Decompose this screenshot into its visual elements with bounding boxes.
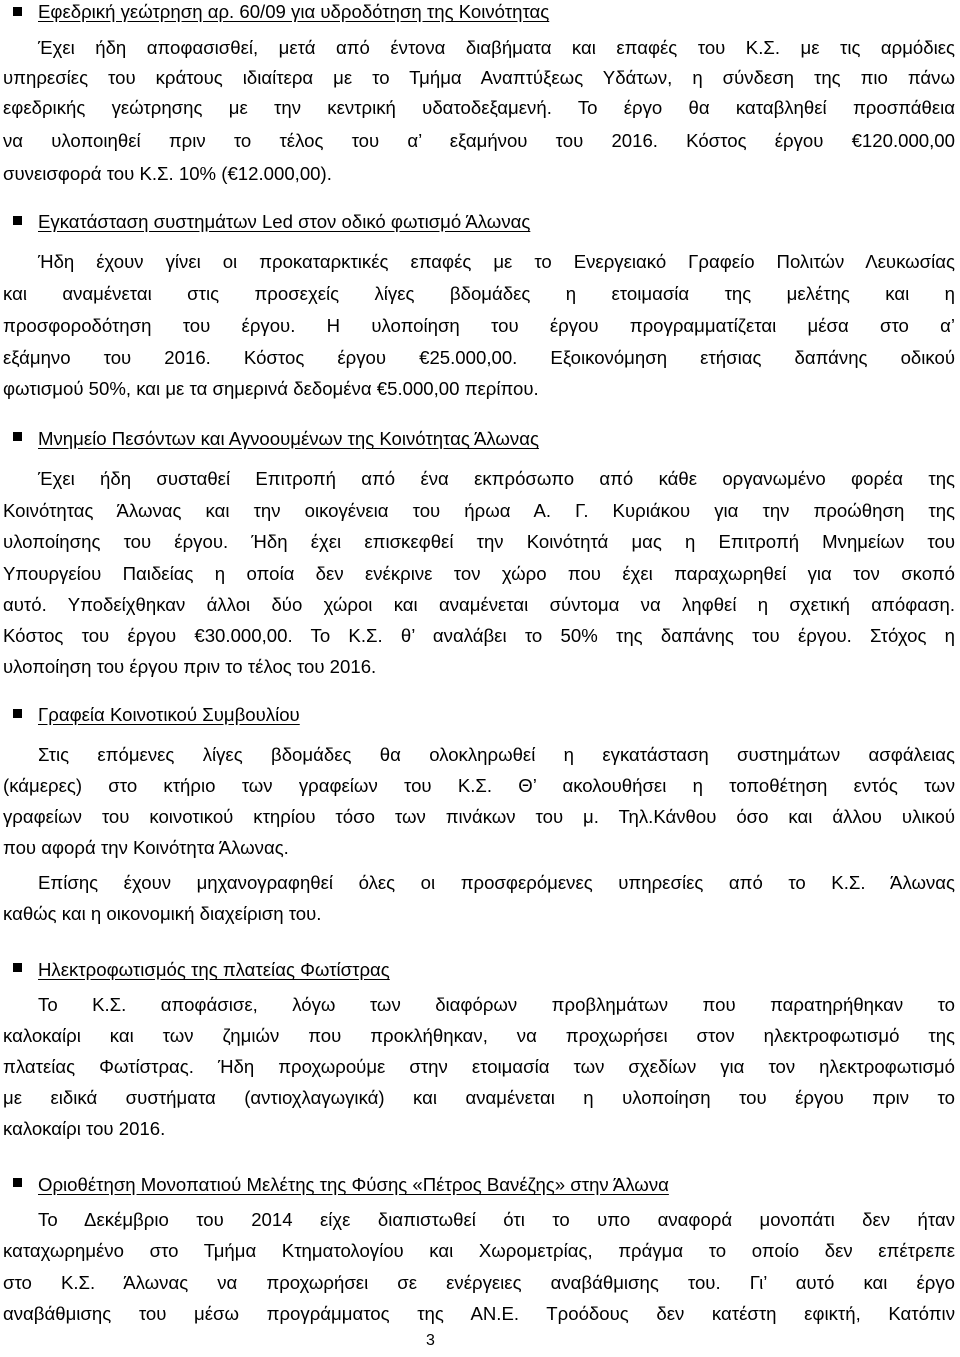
text-line: Υπουργείου Παιδείας η οποία δεν ενέκρινε τον χώρο που έχει παραχωρηθεί για τον σκοπό bbox=[3, 563, 955, 584]
text-line: εφεδρικής γεώτρησης με την κεντρική υδατοδεξαμενή. Το έργο θα καταβληθεί προσπάθεια bbox=[3, 97, 955, 118]
section-title: Εφεδρική γεώτρηση αρ. 60/09 για υδροδότηση της Κοινότητας bbox=[38, 1, 550, 22]
text-line: Έχει ήδη συσταθεί Επιτροπή από ένα εκπρόσωπο από κάθε οργανωμένο φορέα της bbox=[38, 468, 955, 489]
text-line: καλοκαίρι του 2016. bbox=[3, 1118, 166, 1139]
text-line: Στις επόμενες λίγες βδομάδες θα ολοκληρωθεί η εγκατάσταση συστημάτων ασφάλειας bbox=[38, 744, 955, 765]
text-line: που αφορά την Κοινότητα Άλωνας. bbox=[3, 837, 289, 858]
bullet-icon bbox=[13, 963, 22, 972]
text-line: Κοινότητας Άλωνας και την οικογένεια του ήρωα Α. Γ. Κυριάκου για την προώθηση της bbox=[3, 500, 955, 521]
bullet-icon bbox=[13, 1178, 22, 1187]
bullet-icon bbox=[13, 7, 22, 16]
text-line: αυτό. Υποδείχθηκαν άλλοι δύο χώροι και αναμένεται σύντομα να ληφθεί η σχετική απόφαση. bbox=[3, 594, 955, 615]
text-line: Ήδη έχουν γίνει οι προκαταρκτικές επαφές με το Ενεργειακό Γραφείο Πολιτών Λευκωσίας bbox=[38, 251, 955, 272]
text-line: εξάμηνο του 2016. Κόστος έργου €25.000,00. Εξοικονόμηση ετήσιας δαπάνης οδικού bbox=[3, 347, 955, 368]
bullet-icon bbox=[13, 216, 22, 225]
text-line: υλοποίηση του έργου πριν το τέλος του 2016. bbox=[3, 656, 377, 677]
section-title: Οριοθέτηση Μονοπατιού Μελέτης της Φύσης «Πέτρος Βανέζης» στην Άλωνα bbox=[38, 1174, 669, 1195]
section-title: Ηλεκτροφωτισμός της πλατείας Φωτίστρας bbox=[38, 959, 390, 980]
text-line: αναβάθμισης του μέσω προγράμματος της ΑΝ.Ε. Τροόδους δεν κατέστη εφικτή, Κατόπιν bbox=[3, 1303, 955, 1324]
text-line: στο Κ.Σ. Άλωνας να προχωρήσει σε ενέργειες αναβάθμισης του. Γι’ αυτό και έργο bbox=[3, 1272, 955, 1293]
text-line: να υλοποιηθεί πριν το τέλος του α’ εξαμήνου του 2016. Κόστος έργου €120.000,00 bbox=[3, 130, 955, 151]
text-line: καλοκαίρι και των ζημιών που προκλήθηκαν, να προχωρήσει στον ηλεκτροφωτισμό της bbox=[3, 1025, 955, 1046]
text-line: πλατείας Φωτίστρας. Ήδη προχωρούμε στην ετοιμασία των σχεδίων για τον ηλεκτροφωτισμό bbox=[3, 1056, 955, 1077]
text-line: καθώς και η οικονομική διαχείριση του. bbox=[3, 903, 322, 924]
text-line: συνεισφορά του Κ.Σ. 10% (€12.000,00). bbox=[3, 163, 332, 184]
text-line: (κάμερες) στο κτήριο των γραφείων του Κ.Σ. Θ’ ακολουθήσει η τοποθέτηση εντός των bbox=[3, 775, 955, 796]
text-line: φωτισμού 50%, και με τα σημερινά δεδομένα €5.000,00 περίπου. bbox=[3, 378, 539, 399]
text-line: Επίσης έχουν μηχανογραφηθεί όλες οι προσφερόμενες υπηρεσίες από το Κ.Σ. Άλωνας bbox=[38, 872, 955, 893]
text-line: υλοποίησης του έργου. Ήδη έχει επισκεφθεί την Κοινότητά μας η Επιτροπή Μνημείων του bbox=[3, 531, 955, 552]
text-line: Έχει ήδη αποφασισθεί, μετά από έντονα διαβήματα και επαφές του Κ.Σ. με τις αρμόδιες bbox=[38, 37, 955, 58]
text-line: Κόστος του έργου €30.000,00. Το Κ.Σ. θ’ αναλάβει το 50% της δαπάνης του έργου. Στόχος η bbox=[3, 625, 955, 646]
text-line: προσφοροδότηση του έργου. Η υλοποίηση του έργου προγραμματίζεται μέσα στο α’ bbox=[3, 315, 955, 336]
text-line: Το Δεκέμβριο του 2014 είχε διαπιστωθεί ότι το υπο αναφορά μονοπάτι δεν ήταν bbox=[38, 1209, 955, 1230]
bullet-icon bbox=[13, 432, 22, 441]
text-line: γραφείων του κοινοτικού κτηρίου τόσο των πινάκων του μ. Τηλ.Κάνθου όσο και άλλου υλικού bbox=[3, 806, 955, 827]
text-line: υπηρεσίες του κράτους ιδιαίτερα με το Τμήμα Αναπτύξεως Υδάτων, η σύνδεση της πιο πάνω bbox=[3, 67, 955, 88]
text-line: Το Κ.Σ. αποφάσισε, λόγω των διαφόρων προβλημάτων που παρατηρήθηκαν το bbox=[38, 994, 955, 1015]
text-line: με ειδικά συστήματα (αντιοχλαγωγικά) και αναμένεται η υλοποίηση του έργου πριν το bbox=[3, 1087, 955, 1108]
page-number: 3 bbox=[426, 1332, 435, 1349]
section-title: Εγκατάσταση συστημάτων Led στον οδικό φωτισμό Άλωνας bbox=[38, 211, 531, 232]
text-line: καταχωρημένο στο Τμήμα Κτηματολογίου και Χωρομετρίας, πράγμα το οποίο δεν επέτρεπε bbox=[3, 1240, 955, 1261]
text-line: και αναμένεται στις προσεχείς λίγες βδομάδες η ετοιμασία της μελέτης και η bbox=[3, 283, 955, 304]
section-title: Μνημείο Πεσόντων και Αγνοουμένων της Κοινότητας Άλωνας bbox=[38, 428, 539, 449]
bullet-icon bbox=[13, 709, 22, 718]
section-title: Γραφεία Κοινοτικού Συμβουλίου bbox=[38, 704, 300, 725]
